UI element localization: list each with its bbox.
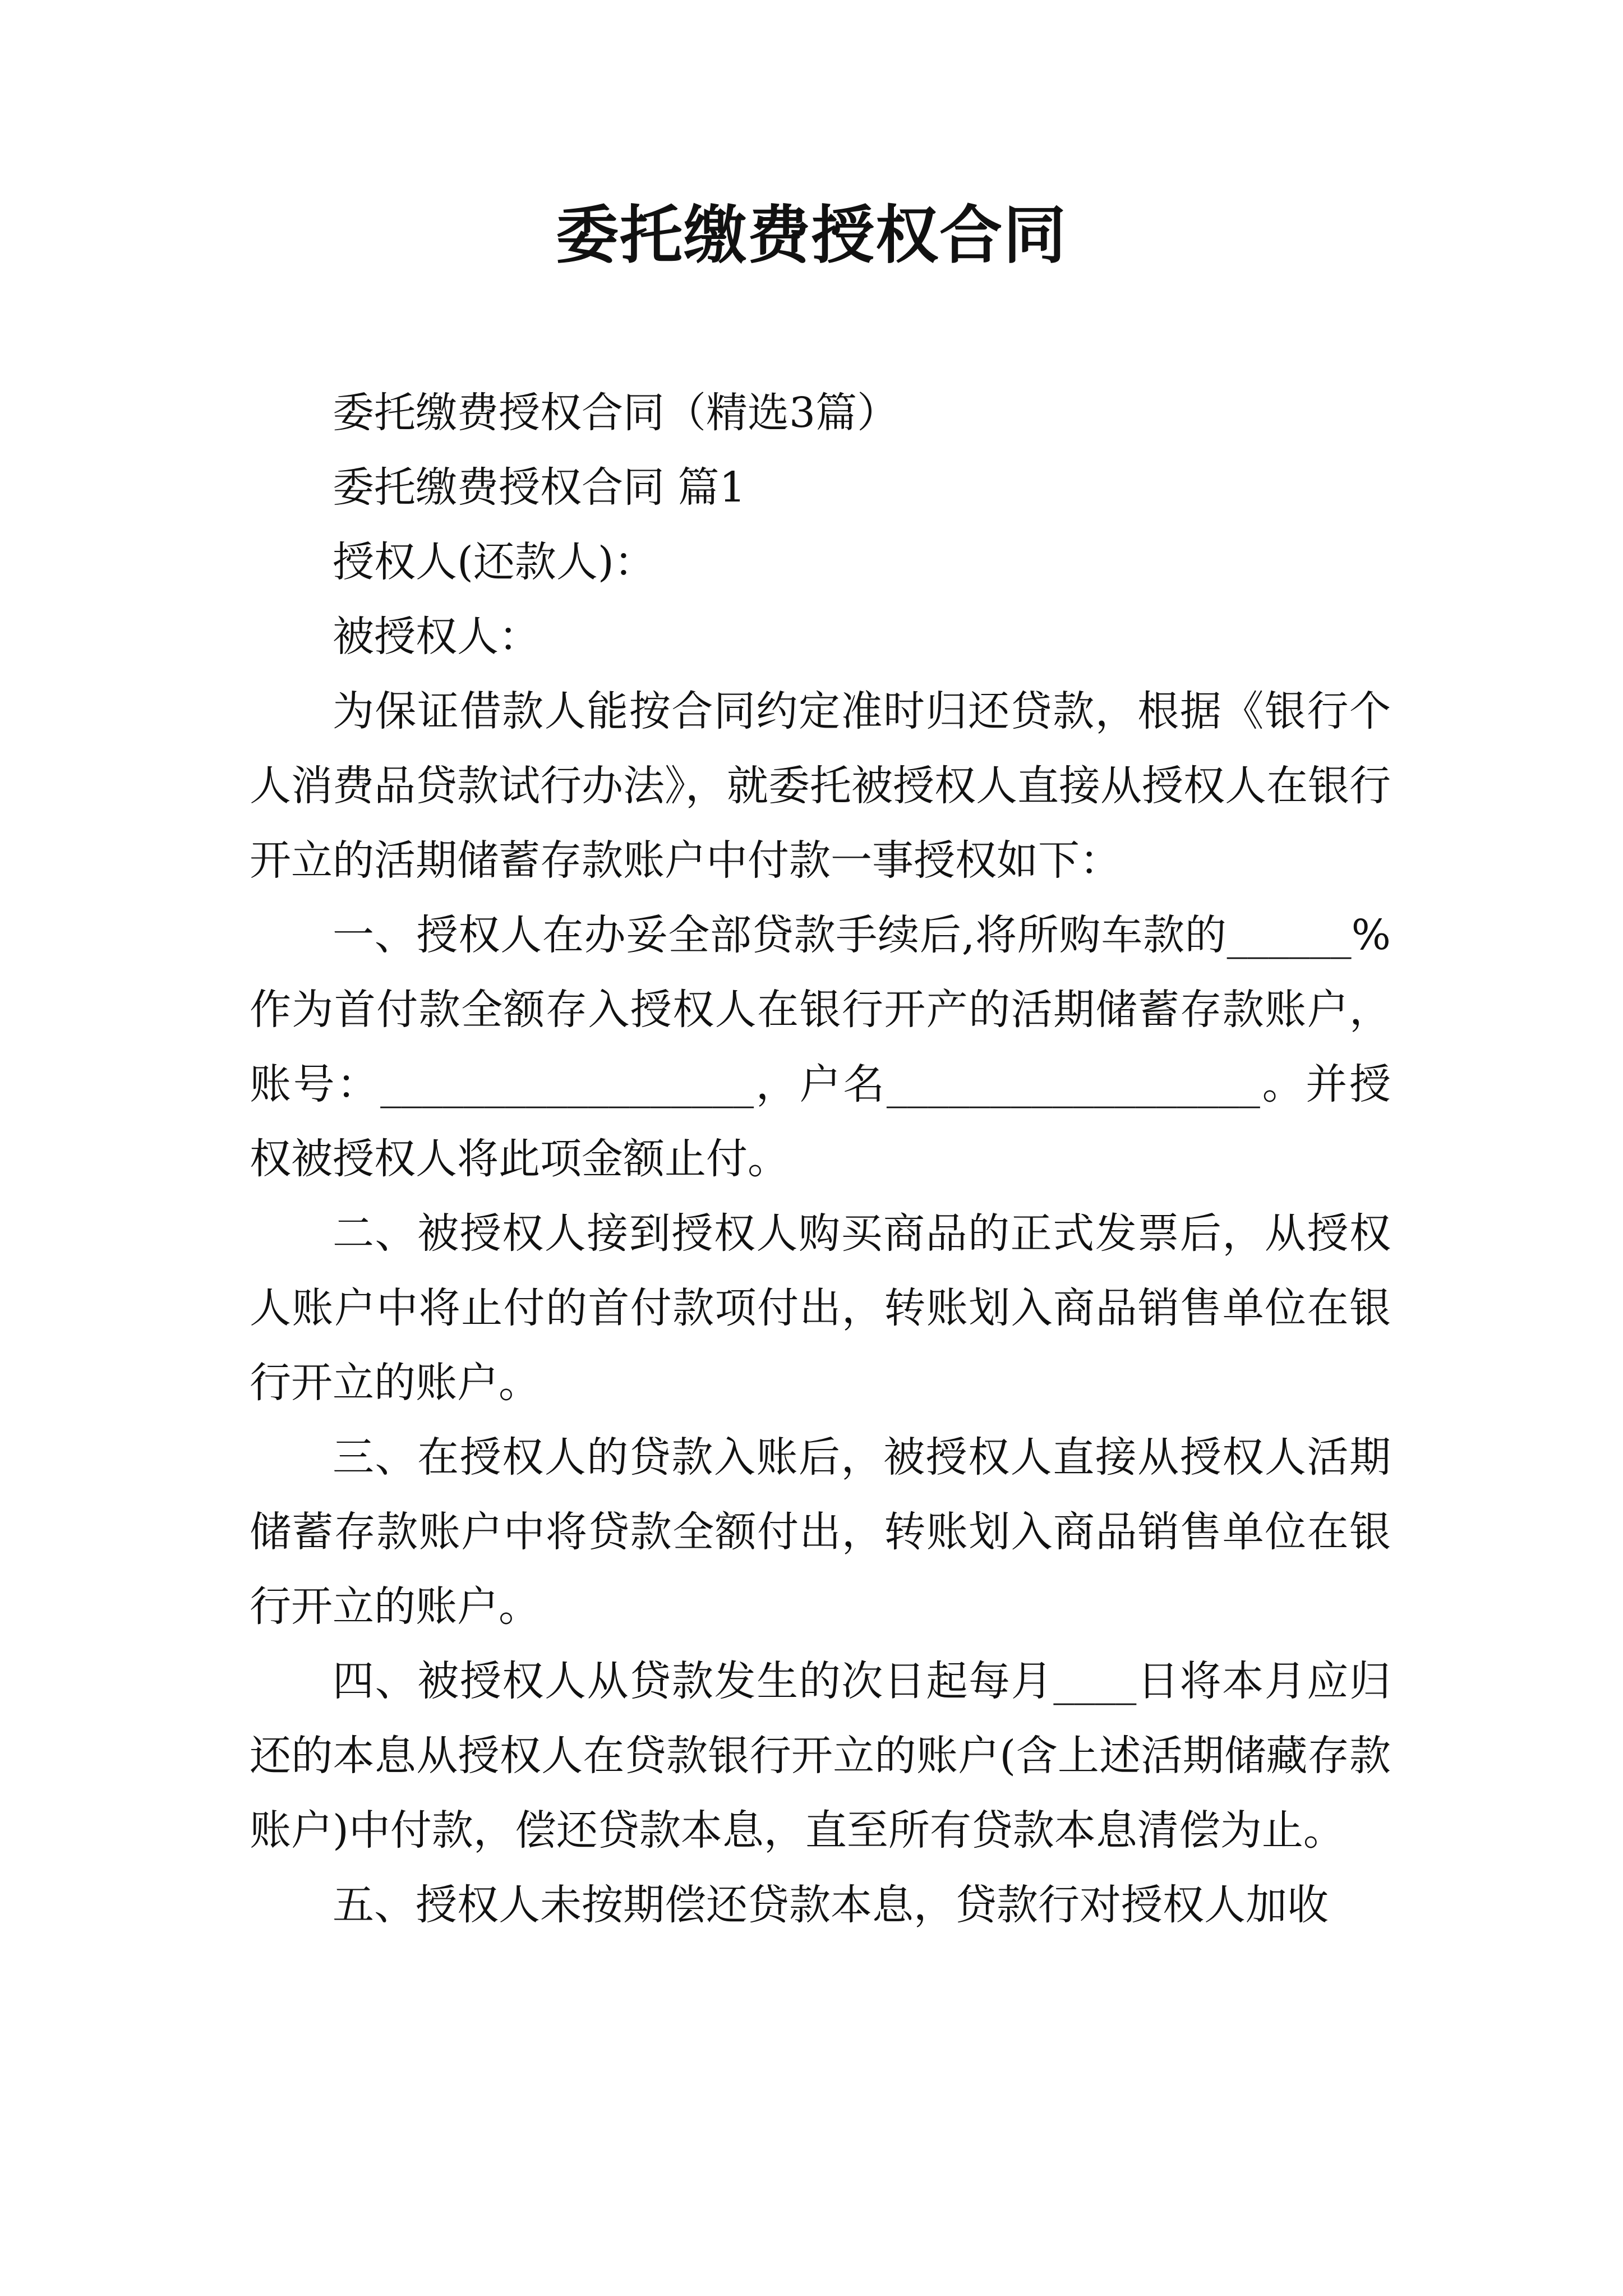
paragraph-clause-3: 三、在授权人的贷款入账后，被授权人直接从授权人活期储蓄存款账户中将贷款全额付出，转账划入商品销售单位在银行开立的账户。: [250, 1433, 1391, 1631]
paragraph-grantor: 授权人(还款人)：: [333, 538, 656, 586]
paragraph-grantee: 被授权人：: [333, 613, 540, 661]
paragraph-preamble: 为保证借款人能按合同约定准时归还贷款，根据《银行个人消费品贷款试行办法》，就委托被授权人直接从授权人在银行开立的活期储蓄存款账户中付款一事授权如下：: [250, 687, 1391, 885]
paragraph-clause-4: 四、被授权人从贷款发生的次日起每月____日将本月应归还的本息从授权人在贷款银行开立的账户(含上述活期储藏存款账户)中付款，偿还贷款本息，直至所有贷款本息清偿为止。: [250, 1657, 1391, 1855]
document-title: 委托缴费授权合同: [556, 199, 1067, 272]
paragraph-clause-5: 五、授权人未按期偿还贷款本息，贷款行对授权人加收: [333, 1881, 1329, 1929]
document-body: [250, 376, 1391, 1943]
paragraph-clause-2: 二、被授权人接到授权人购买商品的正式发票后，从授权人账户中将止付的首付款项付出，转账划入商品销售单位在银行开立的账户。: [250, 1209, 1391, 1407]
paragraph-clause-1: 一、授权人在办妥全部贷款手续后,将所购车款的______%作为首付款全额存入授权人在银行开产的活期储蓄存款账户，账号：__________________，户名__________________。并授权被授权人将此项金额止付。: [250, 911, 1391, 1183]
paragraph-section-heading: 委托缴费授权合同 篇1: [333, 463, 746, 512]
paragraph-subtitle: 委托缴费授权合同（精选3篇）: [333, 389, 899, 437]
